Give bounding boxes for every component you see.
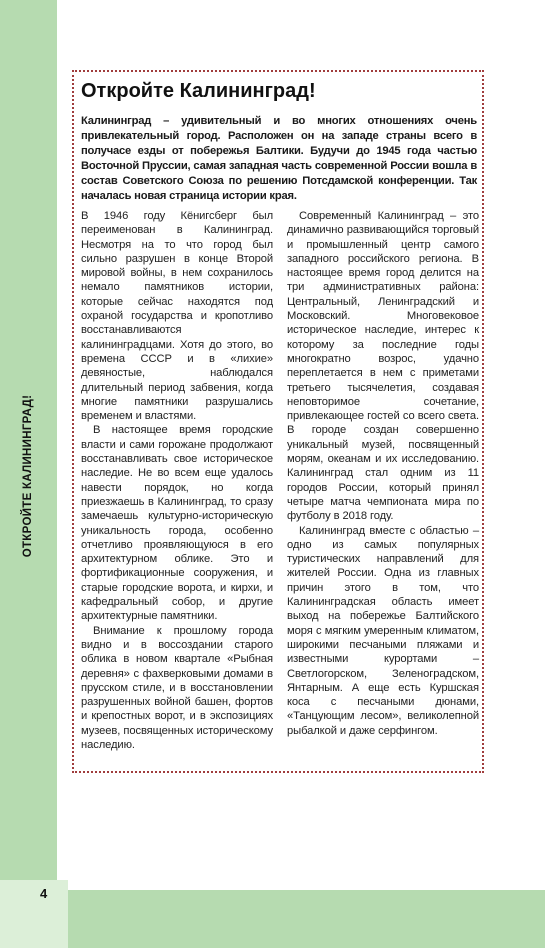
paragraph: В настоящее время городские власти и сами горожане продолжают восстанавливать свое историческое наследие. Не во всем еще удалось навести порядок, но когда приезжаешь в Калининград, то сразу замечаешь культурно-историческую уникальность города, особенно отчетливо проявляющуюся в его архитектурном облике. Это и фортификационные сооружения, и старые городские ворота, и кирхи, и кафедральный собор, и другие архитектурные памятники. bbox=[81, 424, 273, 623]
right-column bbox=[287, 209, 479, 738]
article-title: Откройте Калининград! bbox=[81, 80, 316, 102]
paragraph: Внимание к прошлому города видно и в воссоздании старого облика в новом квартале «Рыбная деревня» с фахверковыми домами в прусском стиле, и в восстановлении разрушенных войной башен, фортов и крепостных ворот, и в экспозициях музеев, посвященных историческому наследию. bbox=[81, 624, 273, 751]
side-title: ОТКРОЙТЕ КАЛИНИНГРАД! bbox=[22, 394, 34, 558]
page-number-tab bbox=[0, 880, 68, 948]
paragraph: В 1946 году Кёнигсберг был переименован в Калининград. Несмотря на то что город был сильно разрушен в конце Второй мировой войны, в нем сохранилось немало памятников истории, которые сейчас находятся под охраной государства и кропотливо восстанавливаются калининградцами. Хотя до этого, во времена СССР и в «лихие» девяностые, наблюдался длительный период забвения, когда многие памятники разрушались временем и властями. bbox=[81, 210, 273, 423]
paragraph: Калининград вместе с областью – одно из самых популярных туристических направлений для жителей России. Одна из главных причин этого в том, что Калининградская область имеет выход на побережье Балтийского моря с мягким умеренным климатом, широкими песчаными пляжами и известными курортами – Светлогорском, Зеленоградском, Янтарным. А еще есть Куршская коса с песчаными дюнами, «Танцующим лесом», великолепной рыбалкой и даже серфингом. bbox=[287, 524, 479, 737]
bottom-band bbox=[68, 890, 545, 948]
page-number: 4 bbox=[40, 886, 48, 901]
left-column bbox=[81, 209, 273, 752]
paragraph: Современный Калининград – это динамично развивающийся торговый и промышленный центр самого западного российского региона. В настоящее время город делится на три административных района: Центральный, Ленинградский и Московский. Многовековое историческое наследие, интерес к которому за последние годы многократно возрос, удачно переплетается в нем с приметами третьего тысячелетия, создавая неповторимое сочетание, привлекающее гостей со всего света. В городе создан совершенно уникальный музей, посвященный морям, океанам и их исследованию. Калининград стал одним из 11 городов России, который принял четыре матча чемпионата мира по футболу в 2018 году. bbox=[287, 210, 479, 523]
article-lead: Калининград – удивительный и во многих отношениях очень привлекательный город. Расположен он на западе страны всего в получасе езды от побережья Балтики. Будучи до 1945 года частью Восточной Пруссии, самая западная часть современной России вошла в состав Советского Союза по решению Потсдамской конференции. Так началась новая страница истории края. bbox=[81, 115, 477, 203]
